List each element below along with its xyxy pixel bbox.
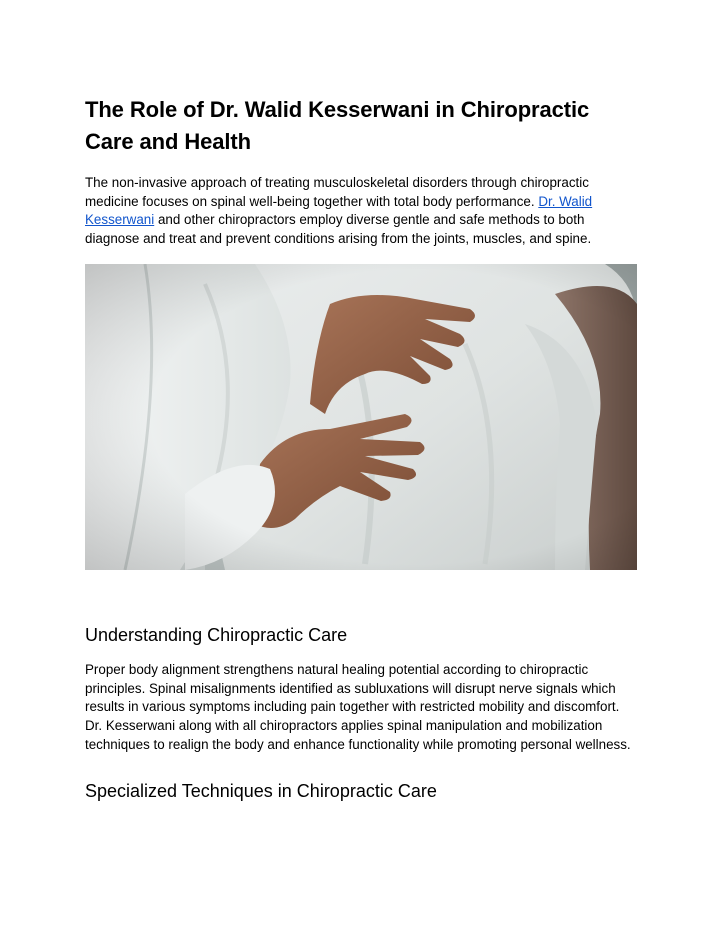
section-heading-understanding: Understanding Chiropractic Care — [85, 624, 348, 645]
understanding-paragraph: Proper body alignment strengthens natural healing potential according to chiropractic principles. Spinal misalignments identified as subluxations will disrupt nerve signals which results in various symptoms including pain together with restricted mobility and discomfort. Dr. Kesserwani along with all chiropractors applies spinal manipulation and mobilization techniques to realign the body and enhance functionality while promoting personal wellness. — [85, 661, 631, 752]
intro-text-after-link: and other chiropractors employ diverse gentle and safe methods to both diagnose and treat and prevent conditions arising from the joints, muscles, and spine. — [85, 212, 592, 247]
article-body — [85, 94, 637, 803]
intro-text-before-link: The non-invasive approach of treating musculoskeletal disorders through chiropractic medicine focuses on spinal well-being together with total body performance. — [85, 175, 589, 209]
dr-walid-kesserwani-link[interactable]: Dr. Walid Kesserwani — [85, 193, 593, 228]
chiropractor-hands-on-back-photo — [85, 264, 637, 570]
intro-paragraph — [85, 174, 637, 249]
section-heading-specialized-techniques: Specialized Techniques in Chiropractic Care — [85, 781, 437, 802]
article-title: The Role of Dr. Walid Kesserwani in Chiropractic Care and Health — [85, 97, 590, 154]
